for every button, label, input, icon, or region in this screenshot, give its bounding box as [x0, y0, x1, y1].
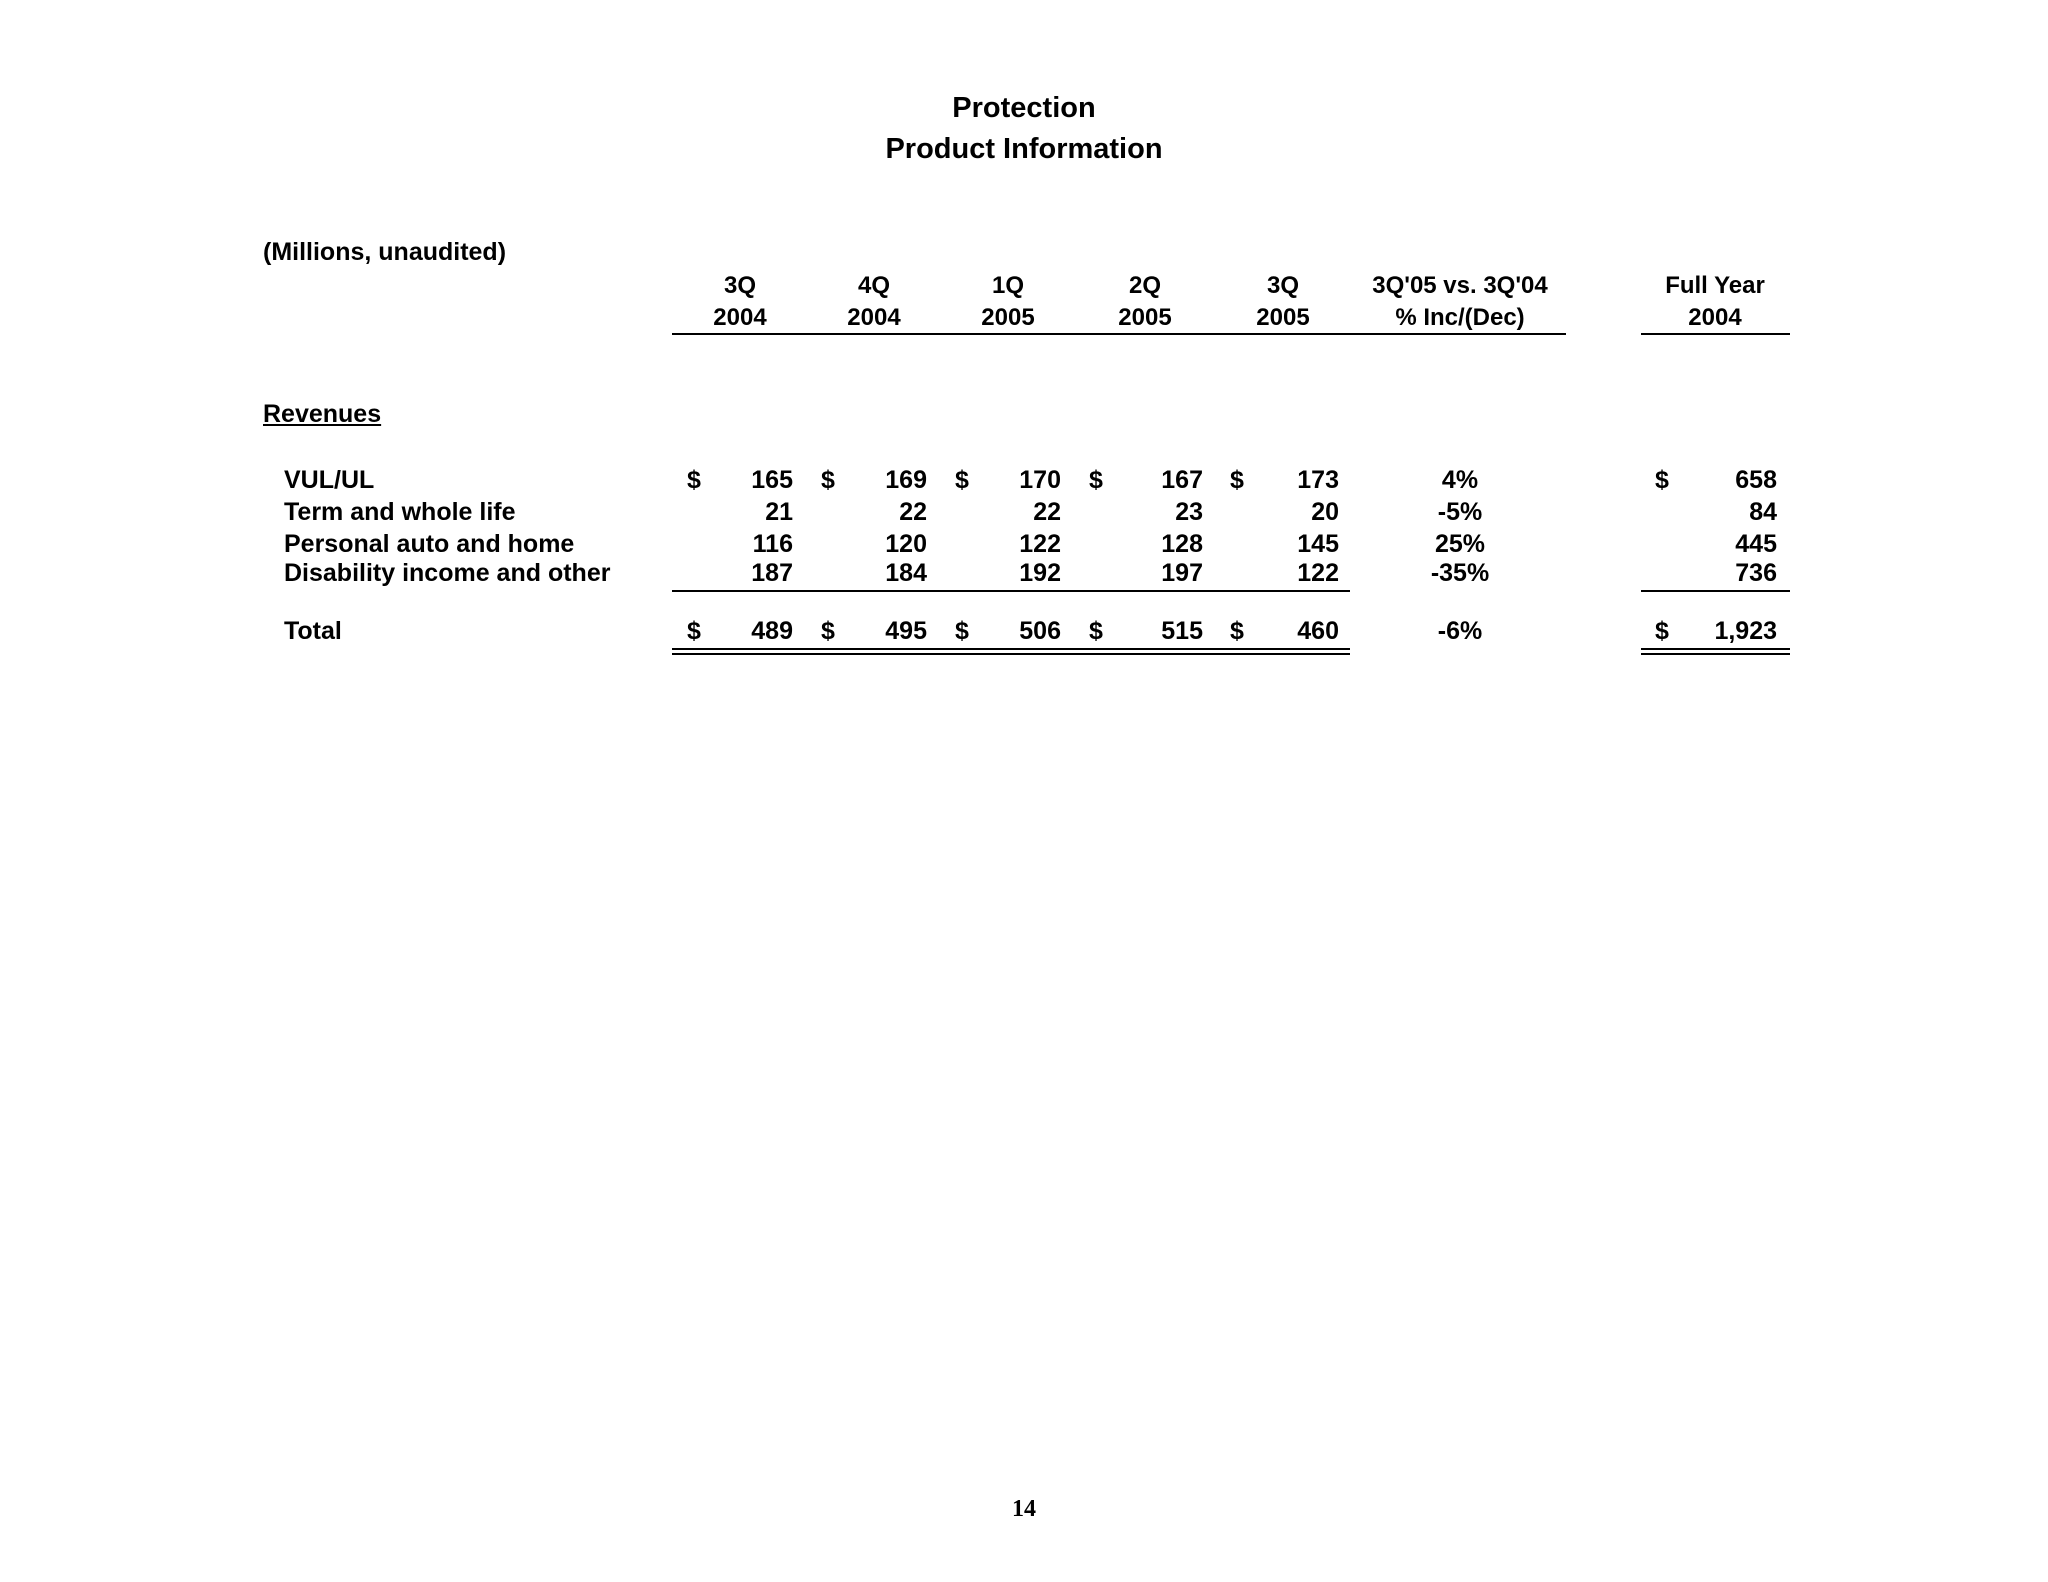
total-double-rule — [672, 648, 1350, 655]
row-3-pct-change: -35% — [1430, 559, 1490, 587]
col-header-1q2005-line2: 2005 — [981, 304, 1035, 331]
col-header-change-line1: 3Q'05 vs. 3Q'04 — [1372, 272, 1548, 299]
header-rule — [672, 333, 1566, 335]
row-1-fullyear-value: 84 — [1749, 498, 1777, 526]
total-value-1: 495 — [885, 617, 927, 645]
row-2-fullyear-value: 445 — [1735, 530, 1777, 558]
row-0-value-0: 165 — [751, 466, 793, 494]
row-0-currency-2: $ — [955, 466, 969, 494]
col-header-1q2005-line1: 1Q — [991, 272, 1024, 299]
col-header-2q2005-line2: 2005 — [1118, 304, 1172, 331]
row-3-value-4: 122 — [1297, 559, 1339, 587]
header-rule-fullyear — [1641, 333, 1790, 335]
total-label: Total — [284, 617, 342, 645]
row-3-value-3: 197 — [1161, 559, 1203, 587]
row-1-pct-change: -5% — [1437, 498, 1483, 526]
row-1-label: Term and whole life — [284, 498, 516, 526]
row-1-value-1: 22 — [899, 498, 927, 526]
col-header-fullyear-line2: 2004 — [1688, 304, 1742, 331]
row-3-value-1: 184 — [885, 559, 927, 587]
row-1-value-4: 20 — [1311, 498, 1339, 526]
row-0-value-2: 170 — [1019, 466, 1061, 494]
col-header-change-line2: % Inc/(Dec) — [1395, 304, 1525, 331]
total-value-2: 506 — [1019, 617, 1061, 645]
row-0-fullyear-currency: $ — [1655, 466, 1669, 494]
row-0-value-3: 167 — [1161, 466, 1203, 494]
col-header-3q2004-line1: 3Q — [723, 272, 756, 299]
row-2-value-0: 116 — [752, 530, 793, 558]
subtotal-rule — [672, 590, 1350, 592]
row-3-value-0: 187 — [751, 559, 793, 587]
total-currency-4: $ — [1230, 617, 1244, 645]
total-value-4: 460 — [1297, 617, 1339, 645]
col-header-fullyear-line1: Full Year — [1665, 272, 1765, 299]
total-currency-0: $ — [687, 617, 701, 645]
total-currency-3: $ — [1089, 617, 1103, 645]
total-value-0: 489 — [751, 617, 793, 645]
total-fullyear-value: 1,923 — [1714, 617, 1777, 645]
row-0-currency-4: $ — [1230, 466, 1244, 494]
row-0-currency-0: $ — [687, 466, 701, 494]
col-header-4q2004-line2: 2004 — [847, 304, 901, 331]
row-1-value-2: 22 — [1033, 498, 1061, 526]
col-header-3q2005-line2: 2005 — [1256, 304, 1310, 331]
row-3-fullyear-value: 736 — [1735, 559, 1777, 587]
row-2-value-4: 145 — [1297, 530, 1339, 558]
total-currency-2: $ — [955, 617, 969, 645]
row-0-pct-change: 4% — [1441, 466, 1479, 494]
row-1-value-3: 23 — [1175, 498, 1203, 526]
row-2-value-2: 122 — [1019, 530, 1061, 558]
col-header-3q2004-line2: 2004 — [713, 304, 767, 331]
row-0-currency-1: $ — [821, 466, 835, 494]
page-number: 14 — [1012, 1496, 1036, 1522]
row-3-value-2: 192 — [1019, 559, 1061, 587]
col-header-2q2005-line1: 2Q — [1128, 272, 1161, 299]
row-0-label: VUL/UL — [284, 466, 375, 494]
row-2-value-1: 120 — [885, 530, 927, 558]
total-currency-1: $ — [821, 617, 835, 645]
row-2-pct-change: 25% — [1434, 530, 1486, 558]
total-value-3: 515 — [1161, 617, 1203, 645]
row-0-value-1: 169 — [885, 466, 927, 494]
row-0-fullyear-value: 658 — [1735, 466, 1777, 494]
row-1-value-0: 21 — [765, 498, 793, 526]
row-0-currency-3: $ — [1089, 466, 1103, 494]
total-fullyear-currency: $ — [1655, 617, 1669, 645]
col-header-3q2005-line1: 3Q — [1266, 272, 1299, 299]
subtotal-rule-fullyear — [1641, 590, 1790, 592]
page-subtitle: Product Information — [885, 133, 1163, 165]
total-pct-change: -6% — [1437, 617, 1483, 645]
total-double-rule-fullyear — [1641, 648, 1790, 655]
row-2-value-3: 128 — [1161, 530, 1203, 558]
row-0-value-4: 173 — [1297, 466, 1339, 494]
page-title: Protection — [952, 92, 1096, 124]
row-3-label: Disability income and other — [284, 559, 611, 587]
units-note: (Millions, unaudited) — [263, 238, 507, 266]
col-header-4q2004-line1: 4Q — [857, 272, 890, 299]
row-2-label: Personal auto and home — [284, 530, 575, 558]
section-label-revenues: Revenues — [263, 400, 382, 428]
